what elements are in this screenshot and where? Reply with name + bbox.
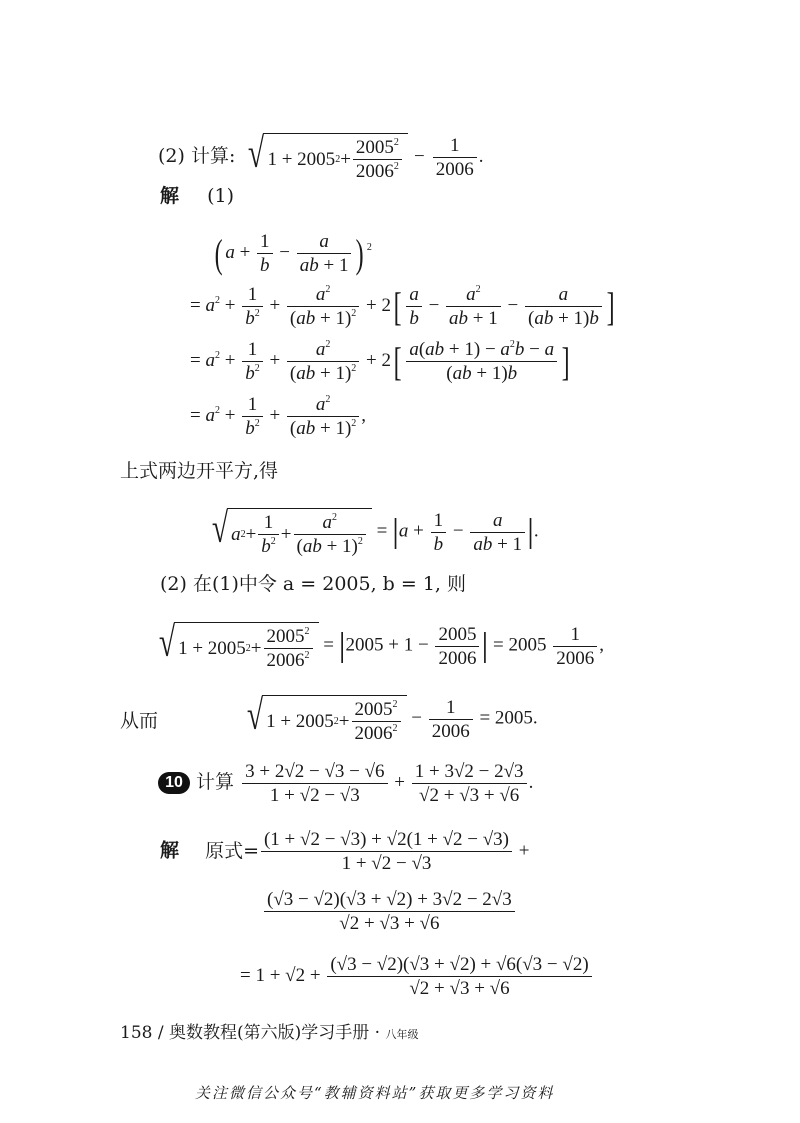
eq-10-step-2: = 1 + √2 + $\frac{(√3 - √2)(√3 + √2) + √6(√3 - √2)}{√2 + √3 + √6}$ xyxy=(240,955,594,998)
page-footer: 158 / 奥数教程(第六版)学习手册 · 八年级 xyxy=(120,1023,419,1043)
text-square-both-sides: 上式两边开平方,得 xyxy=(120,460,279,482)
problem-9-part-2: (2) 计算: √ 1 + 2005 2 + $\frac{2005^2}{2006^2}$ − $\frac{1}{2006}$ . xyxy=(158,131,484,182)
eq-final-2005: √ 1 + 2005 2 + $\frac{2005^2}{2006^2}$ − $\frac{1}{2006}$ = 2005. xyxy=(246,693,538,744)
watermark-text: 关注微信公众号“教辅资料站”获取更多学习资料 xyxy=(195,1084,555,1102)
eq-step-3: = $a^2$ + $\frac{1}{b^2}$ + $\frac{a^2}{(ab + 1)^2}$ , xyxy=(190,394,367,439)
eq-step-1: = $a^2$ + $\frac{1}{b^2}$ + $\frac{a^2}{(ab + 1)^2}$ + 2[ $\frac{a}{b}$ − $\frac{a^2}{ab + 1}$ − $\frac{a}{(ab + 1)b}$ ] xyxy=(190,283,615,329)
part1-label: (1) xyxy=(207,185,234,207)
yuanshi-label: 原式= xyxy=(205,839,259,862)
grade-label: 八年级 xyxy=(385,1028,419,1041)
problem10-label: 计算 xyxy=(196,770,235,793)
part2-label: (2) 计算: xyxy=(158,145,236,167)
problem-10: 10 计算 $\frac{3 + 2√2 - √3 - √6}{1 + √2 - √3}$ + $\frac{1 + 3√2 - 2√3}{√2 + √3 + √6}$ . xyxy=(158,762,533,805)
page-number: 158 xyxy=(120,1023,153,1043)
eq-10-step-1b: $\frac{(√3 - √2)(√3 + √2) + 3√2 - 2√3}{√2 + √3 + √6}$ xyxy=(262,890,517,933)
solution-header xyxy=(160,187,234,206)
problem-number-badge: 10 xyxy=(158,772,190,794)
eq-part2-result: √ 1 + 2005 2 + $\frac{2005^2}{2006^2}$ = |2005 + 1 − $\frac{2005}{2006}$ | = 2005 $\frac{1}{2006}$ , xyxy=(158,620,604,671)
eq-sqrt-abs: √ a 2 + $\frac{1}{b^2}$ + $\frac{a^2}{(ab + 1)^2}$ = |a + $\frac{1}{b}$ − $\frac{a}{ab + 1}$ |. xyxy=(211,506,539,557)
text-therefore: 从而 xyxy=(120,710,159,732)
sqrt-expression: √ 1 + 2005 2 + $\frac{2005^2}{2006^2}$ xyxy=(241,133,408,181)
eq-step-2: = $a^2$ + $\frac{1}{b^2}$ + $\frac{a^2}{(ab + 1)^2}$ + 2[ $\frac{a(ab + 1) - a^2b - a}{(ab + 1)b}$ ] xyxy=(190,338,570,384)
part2-substitution: (2) 在(1)中令 a = 2005, b = 1, 则 xyxy=(160,573,466,595)
book-title: 奥数教程(第六版)学习手册 xyxy=(169,1023,370,1043)
eq-square: ( a + $\frac{1}{b}$ − $\frac{a}{ab + 1}$ ) $^2$ xyxy=(214,230,372,276)
jie-label: 解 xyxy=(160,185,180,207)
final-result: = 2005. xyxy=(479,707,538,729)
jie-label-10: 解 xyxy=(160,839,180,862)
solution-10: 解 原式= $\frac{(1 + √2 - √3) + √2(1 + √2 - √3)}{1 + √2 - √3}$ + xyxy=(160,829,530,874)
